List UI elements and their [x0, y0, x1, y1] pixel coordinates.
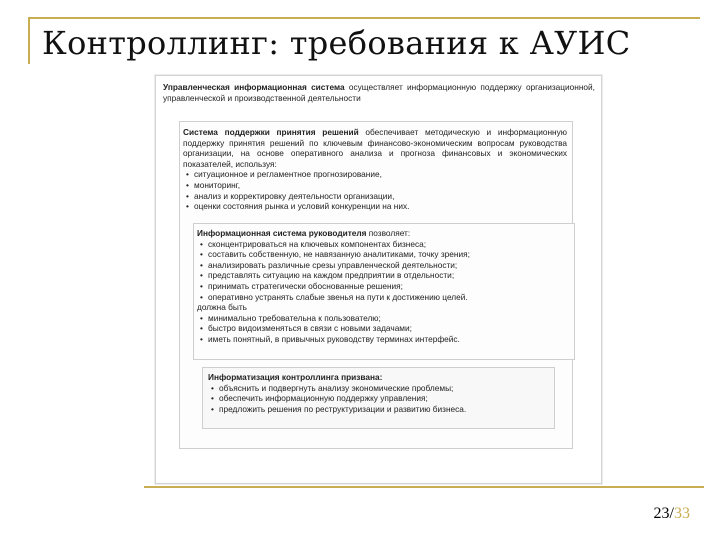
list-item: • анализировать различные срезы управленческой деятельности; — [197, 260, 569, 271]
list-item: • представлять ситуацию на каждом предприятии в отдельности; — [197, 270, 569, 281]
eis-must-list — [197, 313, 569, 345]
slide-title: Контроллинг: требования к АУИС — [42, 24, 631, 62]
eis-term: Информационная система руководителя — [197, 228, 367, 238]
list-item: • составить собственную, не навязанную аналитиками, точку зрения; — [197, 249, 569, 260]
mis-text: осуществляет информационную поддержку организационной, управленческой и производственной деятельности — [163, 82, 595, 103]
page-number — [654, 505, 690, 523]
scanned-content-panel — [155, 75, 602, 484]
eis-must-heading: должна быть — [197, 302, 248, 313]
frame-left-line — [28, 17, 30, 64]
eis-list — [197, 239, 569, 303]
list-item: • мониторинг, — [183, 180, 567, 191]
informatization-list — [208, 383, 549, 415]
list-item: • анализ и корректировку деятельности организации, — [183, 191, 567, 202]
list-item: • иметь понятный, в привычных руководству терминах интерфейс. — [197, 334, 569, 345]
page-total: 33 — [674, 505, 690, 522]
dss-text: обеспечивает методическую и информационную поддержку принятия решений по ключевым финансово-экономическим вопросам руководства организации, на основе оперативного анализа и прогноза финансовых и экономических показателей, используя: — [183, 127, 567, 169]
informatization-box — [202, 367, 555, 429]
mis-paragraph — [162, 82, 595, 103]
informatization-term: Информатизация контроллинга призвана: — [208, 372, 383, 382]
footer-rule — [144, 486, 704, 488]
page-current: 23 — [653, 505, 670, 522]
list-item: • предложить решения по реструктуризации и развитию бизнеса. — [208, 404, 549, 415]
list-item: • объяснить и подвергнуть анализу экономические проблемы; — [208, 383, 549, 394]
list-item: • обеспечить информационную поддержку управления; — [208, 393, 549, 404]
list-item: • принимать стратегически обоснованные решения; — [197, 281, 569, 292]
eis-text: позволяет: — [366, 228, 411, 238]
list-item: • оценки состояния рынка и условий конкуренции на них. — [183, 201, 567, 212]
dss-list — [183, 169, 567, 211]
list-item: • оперативно устранять слабые звенья на пути к достижению целей. — [197, 292, 569, 303]
frame-top-line — [28, 17, 700, 19]
list-item: • минимально требовательна к пользователю; — [197, 313, 569, 324]
mis-term: Управленческая информационная система — [163, 82, 345, 92]
eis-box — [193, 223, 575, 360]
list-item: • быстро видоизменяться в связи с новыми задачами; — [197, 323, 569, 334]
list-item: • ситуационное и регламентное прогнозирование, — [183, 169, 567, 180]
page-separator: / — [669, 505, 674, 522]
list-item: • сконцентрироваться на ключевых компонентах бизнеса; — [197, 239, 569, 250]
dss-term: Система поддержки принятия решений — [183, 127, 359, 137]
